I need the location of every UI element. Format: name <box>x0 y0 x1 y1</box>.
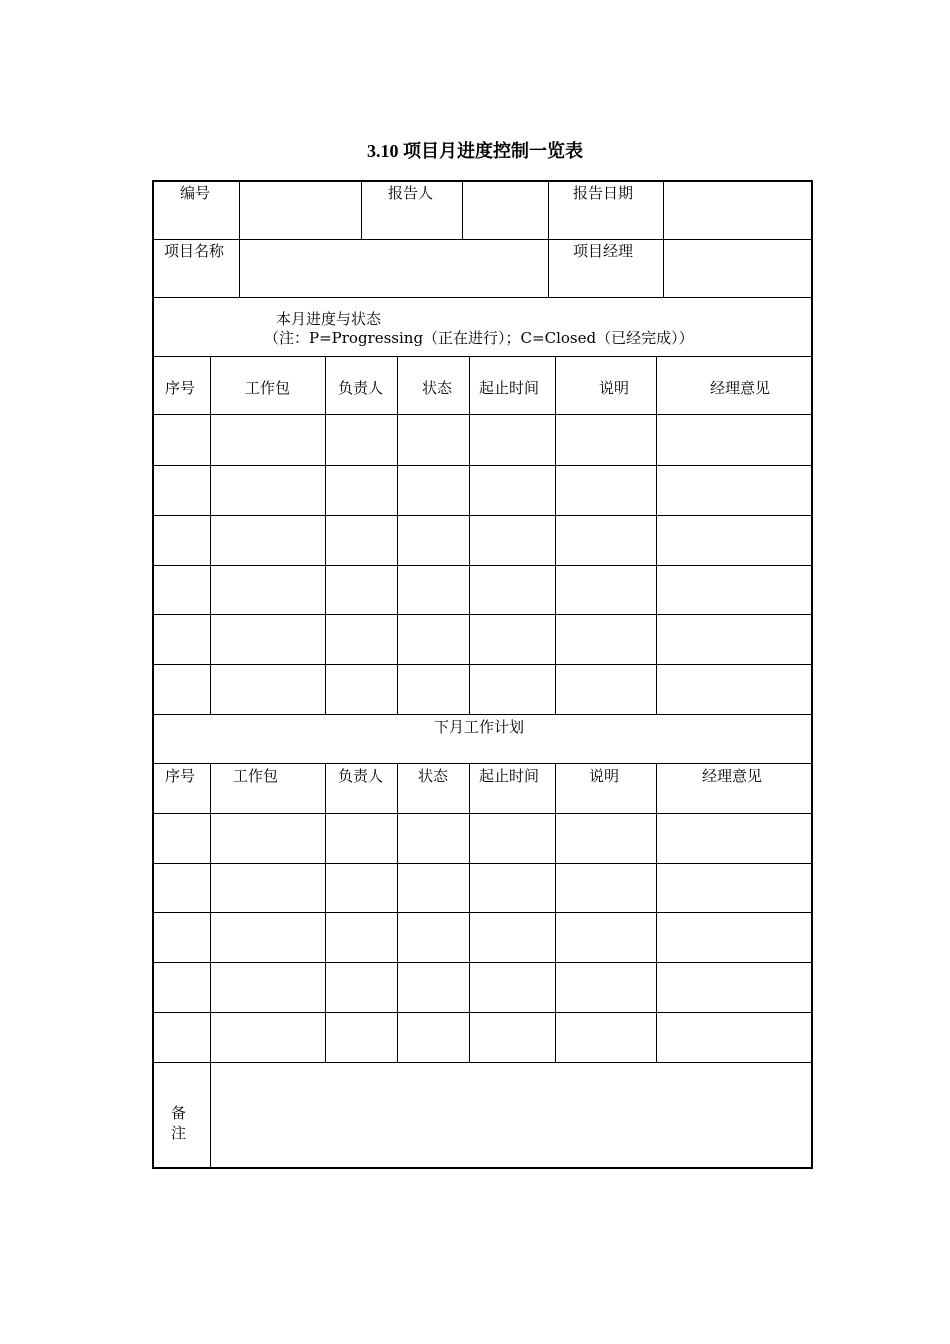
project-manager-label: 项目经理 <box>573 242 634 260</box>
row-line <box>152 714 813 715</box>
row-line <box>152 614 813 615</box>
col-line <box>325 763 326 1062</box>
column-header: 说明 <box>589 767 620 785</box>
next-month-heading: 下月工作计划 <box>434 718 525 736</box>
row-line <box>152 239 813 240</box>
report-date-label: 报告日期 <box>573 184 634 202</box>
row-line <box>152 763 813 764</box>
col-line <box>397 356 398 714</box>
col-line <box>397 763 398 1062</box>
this-month-heading: 本月进度与状态 <box>276 310 382 328</box>
row-line <box>152 962 813 963</box>
col-line <box>361 180 362 239</box>
remarks-label: 备 <box>171 1104 187 1122</box>
row-line <box>152 356 813 357</box>
column-header: 负责人 <box>338 379 384 397</box>
col-line <box>210 763 211 1062</box>
row-line <box>152 297 813 298</box>
col-line <box>210 356 211 714</box>
column-header: 经理意见 <box>710 379 771 397</box>
col-line <box>555 356 556 714</box>
row-line <box>152 813 813 814</box>
page-title: 3.10 项目月进度控制一览表 <box>367 141 583 161</box>
remarks-label: 注 <box>171 1124 187 1142</box>
column-header: 状态 <box>422 379 453 397</box>
row-line <box>152 1012 813 1013</box>
col-line <box>469 763 470 1062</box>
column-header: 经理意见 <box>702 767 763 785</box>
col-line <box>548 180 549 297</box>
row-line <box>152 664 813 665</box>
reporter-label: 报告人 <box>388 184 434 202</box>
column-header: 状态 <box>418 767 449 785</box>
column-header: 工作包 <box>245 379 291 397</box>
col-line <box>462 180 463 239</box>
column-header: 序号 <box>165 379 196 397</box>
column-header: 说明 <box>599 379 630 397</box>
col-line <box>210 1062 211 1169</box>
row-line <box>152 465 813 466</box>
col-line <box>656 763 657 1062</box>
column-header: 起止时间 <box>479 379 540 397</box>
status-note: （注：P=Progressing（正在进行）；C=Closed（已经完成）） <box>264 329 694 347</box>
col-line <box>656 356 657 714</box>
col-line <box>469 356 470 714</box>
id-label: 编号 <box>180 184 211 202</box>
row-line <box>152 515 813 516</box>
col-line <box>239 180 240 297</box>
col-line <box>325 356 326 714</box>
column-header: 起止时间 <box>479 767 540 785</box>
project-name-label: 项目名称 <box>164 242 225 260</box>
col-line <box>555 763 556 1062</box>
row-line <box>152 1062 813 1063</box>
row-line <box>152 565 813 566</box>
row-line <box>152 912 813 913</box>
col-line <box>663 180 664 297</box>
row-line <box>152 414 813 415</box>
column-header: 序号 <box>165 767 196 785</box>
column-header: 工作包 <box>233 767 279 785</box>
row-line <box>152 863 813 864</box>
column-header: 负责人 <box>338 767 384 785</box>
